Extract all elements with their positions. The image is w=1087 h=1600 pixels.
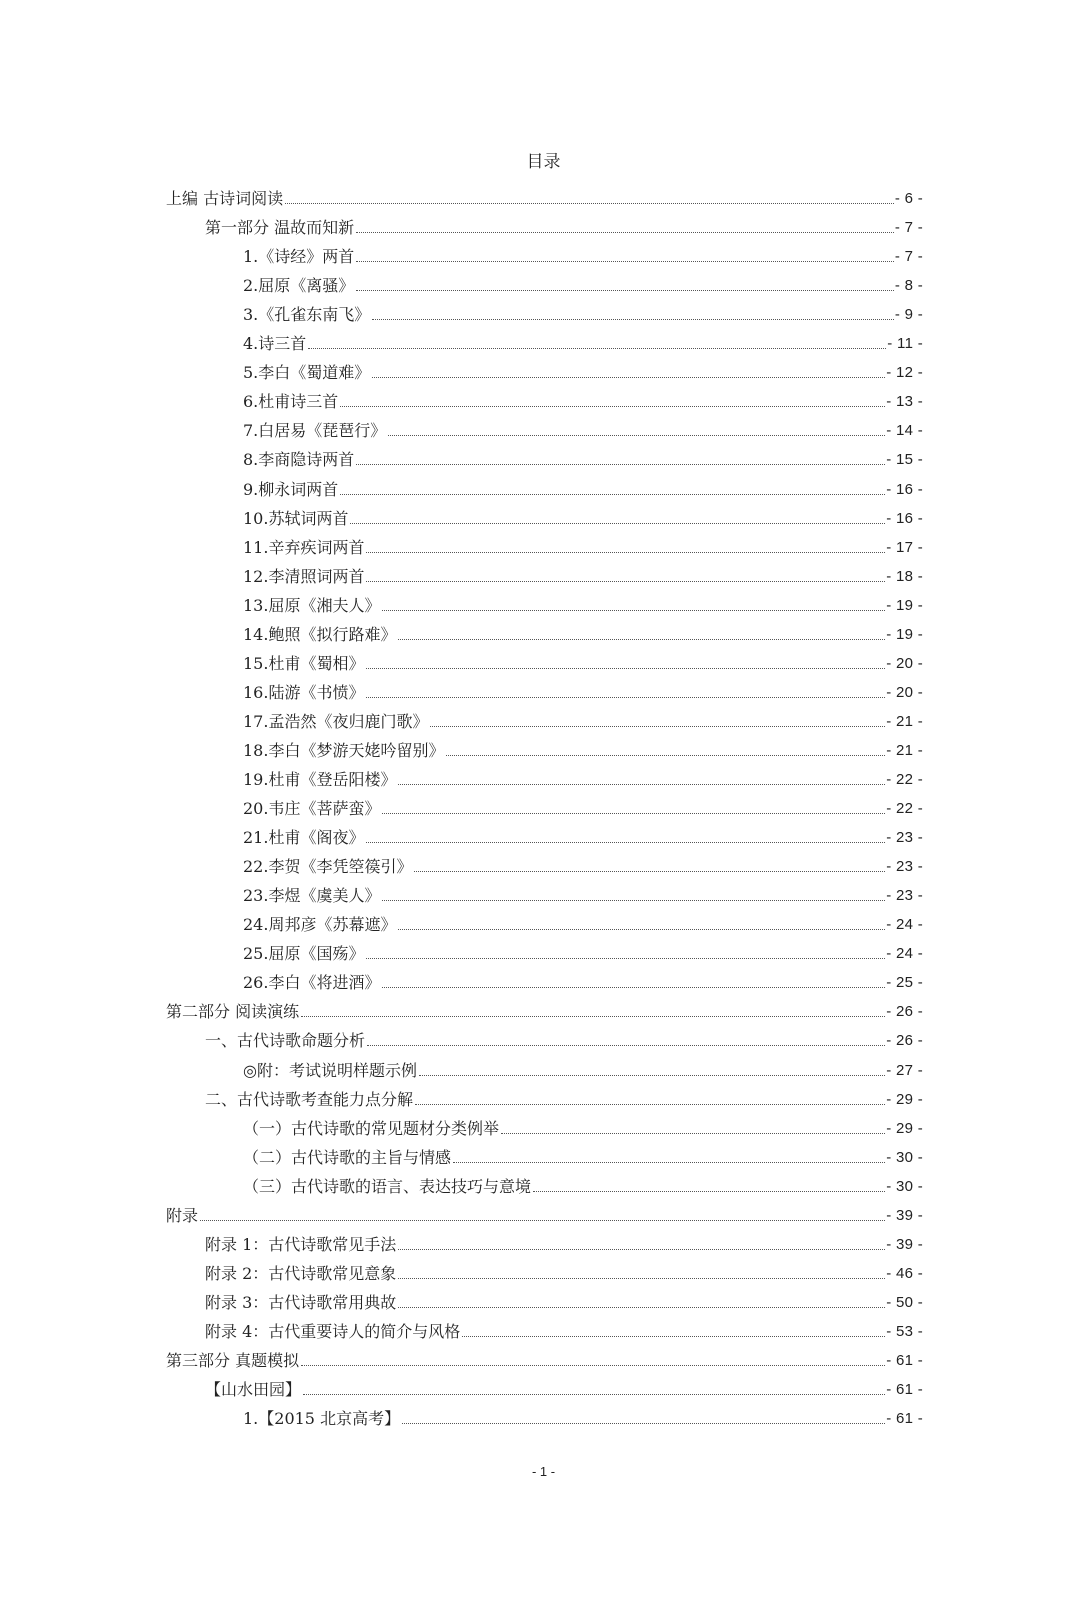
toc-entry-page-number: - 8 - [894, 277, 923, 295]
toc-entry-page-number: - 25 - [886, 974, 923, 992]
toc-entry[interactable] [0, 325, 923, 354]
toc-entry[interactable] [0, 529, 923, 558]
toc-entry-label: 附录 2：古代诗歌常见意象 [205, 1263, 397, 1283]
dot-leader [340, 494, 885, 495]
dot-leader [200, 1220, 885, 1221]
toc-entry[interactable] [0, 1400, 923, 1429]
toc-entry-label: 第三部分 真题模拟 [166, 1351, 300, 1370]
toc-entry-label: 8.李商隐诗两首 [243, 450, 355, 470]
toc-entry-page-number: - 27 - [886, 1061, 923, 1079]
dot-leader [533, 1191, 885, 1192]
toc-entry-page-number: - 61 - [886, 1410, 923, 1428]
toc-entry-page-number: - 53 - [886, 1322, 923, 1340]
toc-entry-label: （一）古代诗歌的常见题材分类例举 [243, 1118, 500, 1138]
dot-leader [398, 1307, 885, 1308]
toc-entry[interactable] [0, 1168, 923, 1197]
toc-entry-page-number: - 29 - [886, 1119, 923, 1137]
toc-entry[interactable] [0, 412, 923, 441]
dot-leader [356, 464, 885, 465]
toc-entry-label: （三）古代诗歌的语言、表达技巧与意境 [243, 1176, 532, 1196]
toc-entry[interactable] [0, 935, 923, 964]
toc-entry[interactable] [0, 267, 923, 296]
toc-entry-page-number: - 61 - [886, 1352, 923, 1369]
toc-entry[interactable] [0, 1022, 923, 1051]
toc-entry-label: 1.《诗经》两首 [243, 247, 355, 267]
toc-entry-page-number: - 7 - [894, 219, 923, 237]
toc-entry-label: 22.李贺《李凭箜篌引》 [243, 857, 413, 877]
toc-entry[interactable] [0, 1342, 923, 1371]
dot-leader [366, 697, 885, 698]
toc-entry[interactable] [0, 238, 923, 267]
page-number-footer: - 1 - [531, 1464, 556, 1479]
toc-entry-page-number: - 19 - [886, 596, 923, 614]
toc-entry-label: 9.柳永词两首 [243, 479, 339, 499]
toc-entry[interactable] [0, 1313, 923, 1342]
toc-entry-page-number: - 19 - [886, 625, 923, 643]
dot-leader [398, 1249, 885, 1250]
toc-entry-page-number: - 30 - [886, 1148, 923, 1166]
toc-entry-page-number: - 21 - [886, 712, 923, 730]
toc-entry-page-number: - 26 - [886, 1032, 923, 1050]
toc-entry[interactable] [0, 296, 923, 325]
toc-entry-page-number: - 21 - [886, 741, 923, 759]
toc-entry-page-number: - 16 - [886, 480, 923, 498]
toc-entry-page-number: - 23 - [886, 887, 923, 905]
dot-leader [462, 1336, 885, 1337]
toc-entry[interactable] [0, 703, 923, 732]
toc-entry-label: 第二部分 阅读演练 [166, 1002, 300, 1022]
dot-leader [382, 987, 885, 988]
toc-entry-page-number: - 50 - [886, 1293, 923, 1311]
toc-entry[interactable] [0, 674, 923, 703]
toc-entry-label: 4.诗三首 [243, 334, 307, 354]
dot-leader [415, 1104, 885, 1105]
toc-entry-page-number: - 15 - [886, 451, 923, 469]
toc-entry-label: 25.屈原《国殇》 [243, 944, 365, 964]
dot-leader [356, 290, 894, 291]
toc-entry-page-number: - 39 - [886, 1235, 923, 1253]
toc-entry-page-number: - 39 - [886, 1206, 923, 1224]
toc-entry-label: 【山水田园】 [205, 1380, 302, 1400]
dot-leader [382, 610, 885, 611]
toc-entry-page-number: - 22 - [886, 800, 923, 818]
dot-leader [398, 639, 885, 640]
toc-entry[interactable] [0, 761, 923, 790]
dot-leader [366, 842, 885, 843]
toc-entry-page-number: - 9 - [894, 306, 923, 324]
toc-entry[interactable] [0, 209, 923, 238]
toc-entry-label: 14.鲍照《拟行路难》 [243, 624, 397, 644]
dot-leader [285, 203, 894, 204]
dot-leader [419, 1075, 885, 1076]
toc-entry[interactable] [0, 1139, 923, 1168]
dot-leader [372, 319, 894, 320]
dot-leader [501, 1133, 885, 1134]
toc-entry-page-number: - 14 - [886, 422, 923, 440]
toc-entry[interactable] [0, 616, 923, 645]
toc-entry[interactable] [0, 1197, 923, 1226]
toc-entry-page-number: - 20 - [886, 654, 923, 672]
toc-entry-page-number: - 46 - [886, 1264, 923, 1282]
toc-entry-page-number: - 23 - [886, 858, 923, 876]
dot-leader [372, 377, 885, 378]
toc-entry[interactable] [0, 1255, 923, 1284]
toc-entry-label: 1.【2015 北京高考】 [243, 1409, 401, 1429]
dot-leader [453, 1162, 885, 1163]
toc-entry-page-number: - 24 - [886, 916, 923, 934]
toc-entry[interactable] [0, 993, 923, 1022]
dot-leader [398, 929, 885, 930]
toc-entry-page-number: - 11 - [887, 335, 923, 353]
toc-entry-label: 6.杜甫诗三首 [243, 392, 339, 412]
toc-entry-label: 附录 3：古代诗歌常用典故 [205, 1292, 397, 1312]
toc-entry-label: 3.《孔雀东南飞》 [243, 305, 371, 325]
toc-entry-label: 10.苏轼词两首 [243, 508, 349, 528]
toc-entry[interactable] [0, 790, 923, 819]
toc-entry[interactable] [0, 1284, 923, 1313]
toc-entry[interactable] [0, 1052, 923, 1081]
toc-entry[interactable] [0, 383, 923, 412]
dot-leader [367, 1045, 885, 1046]
toc-entry[interactable] [0, 1081, 923, 1110]
dot-leader [382, 900, 885, 901]
toc-entry-label: 第一部分 温故而知新 [205, 218, 355, 238]
dot-leader [398, 784, 885, 785]
toc-entry-label: 附录 [166, 1205, 199, 1225]
toc-entry-page-number: - 17 - [886, 538, 923, 556]
dot-leader [414, 871, 885, 872]
toc-entry-page-number: - 61 - [886, 1381, 923, 1399]
toc-entry-page-number: - 16 - [886, 509, 923, 527]
dot-leader [366, 552, 885, 553]
toc-entry[interactable] [0, 1226, 923, 1255]
toc-entry-label: 12.李清照词两首 [243, 566, 365, 586]
dot-leader [301, 1016, 885, 1017]
toc-entry-page-number: - 20 - [886, 683, 923, 701]
dot-leader [340, 406, 885, 407]
toc-entry-label: 上编 古诗词阅读 [166, 189, 284, 208]
dot-leader [402, 1423, 885, 1424]
toc-entry-label: 13.屈原《湘夫人》 [243, 595, 381, 615]
toc-entry[interactable] [0, 471, 923, 500]
toc-entry[interactable] [0, 964, 923, 993]
toc-entry-label: 24.周邦彦《苏幕遮》 [243, 915, 397, 935]
toc-entry-label: 一、古代诗歌命题分析 [205, 1031, 366, 1051]
toc-entry-label: 17.孟浩然《夜归鹿门歌》 [243, 711, 429, 731]
toc-entry[interactable] [0, 877, 923, 906]
toc-entry[interactable] [0, 558, 923, 587]
toc-entry-page-number: - 12 - [886, 364, 923, 382]
toc-entry-label: 18.李白《梦游天姥吟留别》 [243, 740, 445, 760]
dot-leader [301, 1365, 885, 1366]
toc-entry-label: （二）古代诗歌的主旨与情感 [243, 1147, 452, 1167]
toc-entry-page-number: - 29 - [886, 1090, 923, 1108]
toc-entry[interactable] [0, 587, 923, 616]
toc-entry[interactable] [0, 500, 923, 529]
toc-entry[interactable] [0, 180, 923, 209]
toc-entry[interactable] [0, 732, 923, 761]
dot-leader [356, 232, 894, 233]
toc-entry-label: 11.辛弃疾词两首 [243, 537, 365, 557]
toc-entry-page-number: - 18 - [886, 567, 923, 585]
dot-leader [446, 755, 885, 756]
toc-entry-label: 20.韦庄《菩萨蛮》 [243, 799, 381, 819]
dot-leader [382, 813, 885, 814]
toc-entry-page-number: - 30 - [886, 1177, 923, 1195]
toc-entry[interactable] [0, 906, 923, 935]
toc-entry-label: 15.杜甫《蜀相》 [243, 653, 365, 673]
toc-entry-page-number: - 7 - [894, 248, 923, 266]
toc-entry-label: 5.李白《蜀道难》 [243, 363, 371, 383]
toc-entry-label: 23.李煜《虞美人》 [243, 886, 381, 906]
toc-entry-label: 2.屈原《离骚》 [243, 276, 355, 296]
toc-entry-page-number: - 24 - [886, 945, 923, 963]
toc-entry[interactable] [0, 441, 923, 470]
toc-entry-label: 附录 4：古代重要诗人的简介与风格 [205, 1321, 461, 1341]
dot-leader [303, 1394, 885, 1395]
dot-leader [430, 726, 885, 727]
toc-entry-label: 19.杜甫《登岳阳楼》 [243, 770, 397, 789]
toc-entry-page-number: - 23 - [886, 829, 923, 847]
toc-entry[interactable] [0, 819, 923, 848]
toc-entry-label: 16.陆游《书愤》 [243, 682, 365, 702]
dot-leader [308, 348, 886, 349]
toc-entry-label: 附录 1：古代诗歌常见手法 [205, 1234, 397, 1254]
toc-entry[interactable] [0, 1371, 923, 1400]
toc-entry-label: 二、古代诗歌考查能力点分解 [205, 1089, 414, 1109]
toc-entry-label: 7.白居易《琵琶行》 [243, 421, 387, 441]
toc-title: 目录 [526, 152, 561, 172]
toc-entry-label: 21.杜甫《阁夜》 [243, 828, 365, 848]
toc-entry-label: 26.李白《将进酒》 [243, 973, 381, 993]
dot-leader [388, 435, 885, 436]
dot-leader [350, 523, 885, 524]
dot-leader [366, 958, 885, 959]
dot-leader [398, 1278, 885, 1279]
toc-entry[interactable] [0, 354, 923, 383]
toc-entry[interactable] [0, 645, 923, 674]
toc-entry-label: ◎附：考试说明样题示例 [243, 1060, 417, 1080]
toc-entry[interactable] [0, 848, 923, 877]
dot-leader [366, 668, 885, 669]
dot-leader [366, 581, 885, 582]
toc-entry-page-number: - 13 - [886, 393, 923, 411]
dot-leader [356, 261, 894, 262]
toc-entry-page-number: - 22 - [886, 771, 923, 788]
toc-entry-page-number: - 6 - [894, 190, 923, 207]
toc-entry-page-number: - 26 - [886, 1003, 923, 1021]
toc-entry[interactable] [0, 1110, 923, 1139]
